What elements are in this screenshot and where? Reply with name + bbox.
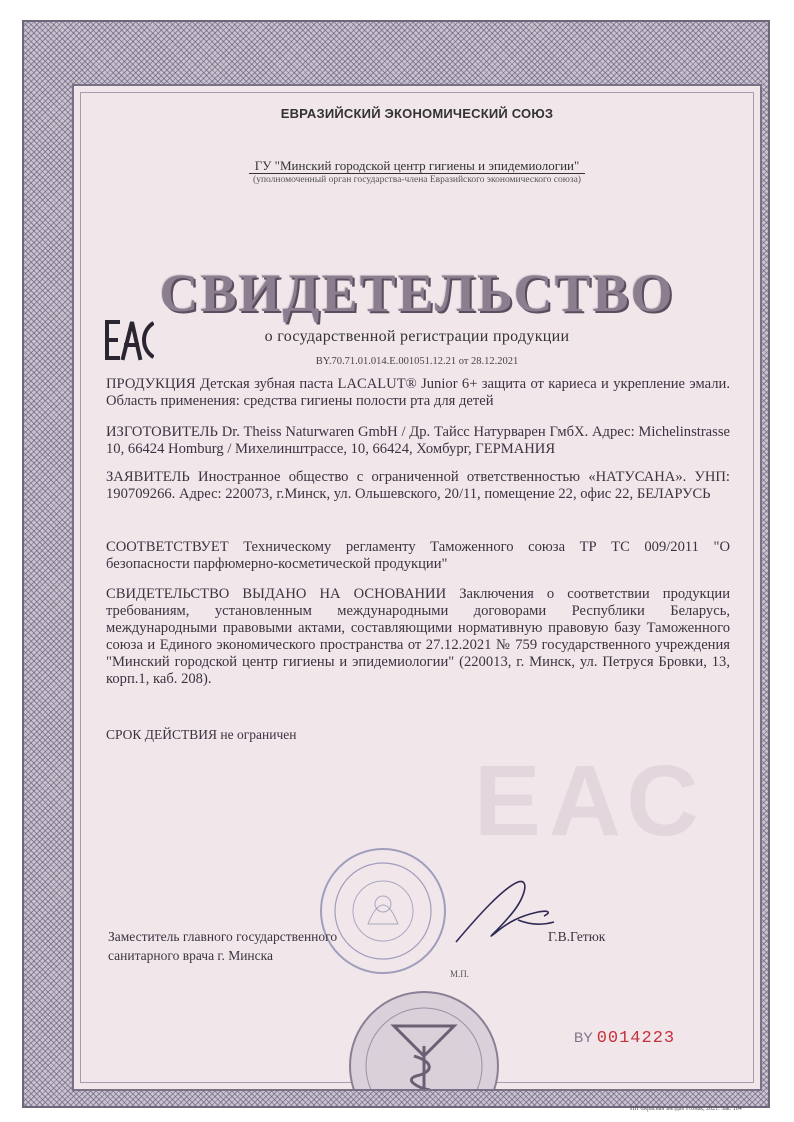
organization-note: (уполномоченный орган государства-члена Евразийского экономического союза) [253, 175, 581, 185]
section-label: ИЗГОТОВИТЕЛЬ [106, 424, 218, 440]
section-label: ЗАЯВИТЕЛЬ [106, 469, 190, 485]
guilloche-border [22, 20, 770, 1108]
section-label: СООТВЕТСТВУЕТ [106, 539, 229, 555]
section-basis [106, 586, 730, 688]
issuing-organization [74, 158, 760, 174]
organization-name: ГУ "Минский городской центр гигиены и эпидемиологии" [249, 158, 586, 174]
section-text: Детская зубная паста LACALUT® Junior 6+ защита от кариеса и укрепление эмали. Область применения: средства гигиены полости рта для детей [106, 376, 730, 409]
section-manufacturer [106, 424, 730, 458]
registration-number: BY.70.71.01.014.E.001051.12.21 от 28.12.2021 [315, 356, 519, 367]
union-header: ЕВРАЗИЙСКИЙ ЭКОНОМИЧЕСКИЙ СОЮЗ [280, 106, 554, 121]
section-text: Иностранное общество с ограниченной ответственностью «НАТУСАНА». УНП: 190709266. Адрес: 220073, г.Минск, ул. Ольшевского, 20/11, помещение 22, офис 22, БЕЛАРУСЬ [106, 469, 730, 502]
serial-number [574, 1029, 675, 1048]
validity-value: не ограничен [217, 727, 297, 742]
section-applicant [106, 469, 730, 503]
section-label: ПРОДУКЦИЯ [106, 376, 196, 392]
eac-watermark: ЕАС [474, 745, 707, 857]
document-subtitle: о государственной регистрации продукции [264, 328, 570, 345]
hygiene-emblem-icon [334, 986, 514, 1091]
serial-prefix: BY [574, 1029, 593, 1045]
section-text: Заключения о соответствии продукции требованиям, установленным международными договорами Республики Беларусь, международными правовыми актами, составляющими нормативную правовую базу Таможенного союза и Единого экономического пространства от 27.12.2021 № 759 государственного учреждения "Минский городской центр гигиены и эпидемиологии" (220013, г. Минск, ул. Петруся Бровки, 13, корп.1, каб. 208). [106, 586, 731, 687]
signature-icon [448, 876, 558, 956]
signatory-title-line1: Заместитель главного государственного [108, 929, 338, 944]
official-seal-icon [318, 846, 448, 976]
serial-digits: 0014223 [596, 1029, 676, 1048]
stamp-place-marker: М.П. [450, 969, 470, 979]
section-conformity [106, 539, 730, 573]
section-product [106, 376, 730, 410]
section-text: Техническому регламенту Таможенного союза ТР ТС 009/2011 "О безопасности парфюмерно-косметической продукции" [106, 539, 730, 572]
validity-period [106, 727, 296, 743]
validity-label: СРОК ДЕЙСТВИЯ [106, 727, 218, 742]
certificate-body [72, 84, 762, 1091]
signatory-title-line2: санитарного врача г. Минска [108, 948, 273, 963]
document-title: СВИДЕТЕЛЬСТВО [159, 263, 675, 323]
signatory-name: Г.В.Гетюк [548, 929, 606, 944]
printer-imprint: ИП «Красная звезда» Гознак, 2021. Зак. 104 [630, 1106, 742, 1112]
section-text: Dr. Theiss Naturwaren GmbH / Др. Тайсс Натурварен ГмбХ. Адрес: Michelinstrasse 10, 66424 Homburg / Михелинштрассе, 10, 66424, Хомбург, ГЕРМАНИЯ [106, 424, 730, 457]
section-label: СВИДЕТЕЛЬСТВО ВЫДАНО НА ОСНОВАНИИ [106, 586, 447, 602]
